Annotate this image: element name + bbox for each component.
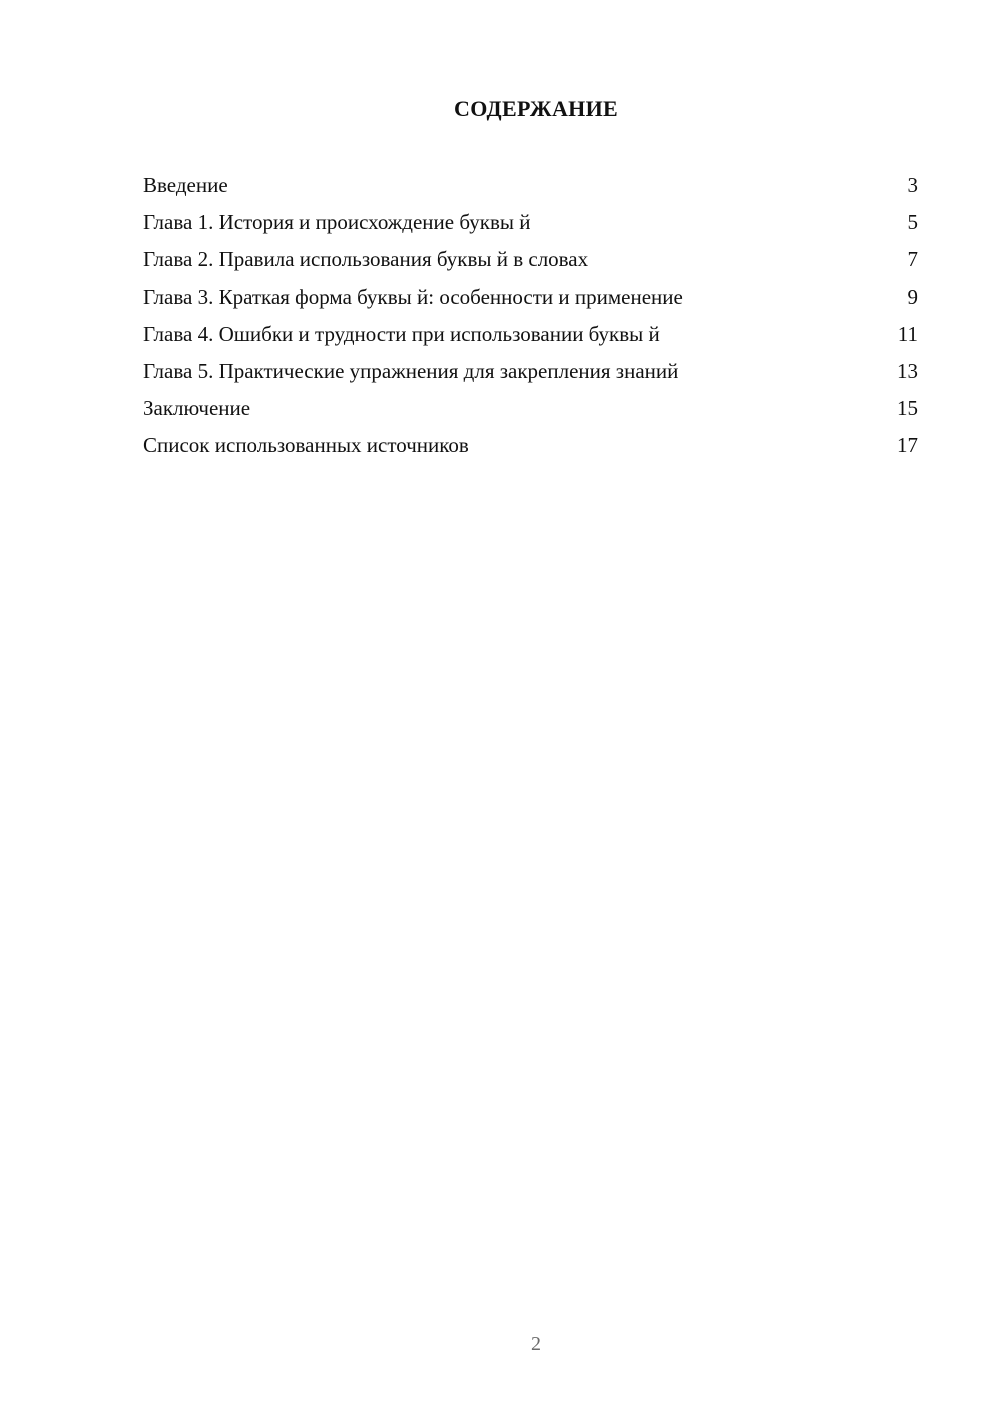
toc-item-page: 5: [907, 210, 918, 235]
page-title: СОДЕРЖАНИЕ: [454, 96, 618, 121]
toc-item-label: Введение: [143, 173, 228, 197]
toc-item-introduction: [143, 167, 918, 204]
toc-item-chapter-2: [143, 241, 918, 278]
toc-item-chapter-5: [143, 353, 918, 390]
toc-item-references: [143, 427, 918, 464]
page-number: 2: [531, 1333, 541, 1355]
toc-item-label: Глава 1. История и происхождение буквы й: [143, 210, 531, 235]
toc-item-page: 13: [897, 358, 918, 383]
toc-item-label: Глава 5. Практические упражнения для закрепления знаний: [143, 358, 679, 383]
toc-item-chapter-1: [143, 204, 918, 241]
toc-item-label: Глава 2. Правила использования буквы й в словах: [143, 247, 589, 272]
toc-item-page: 15: [897, 396, 918, 421]
toc-item-label: Заключение: [143, 396, 251, 421]
toc-item-page: 9: [907, 284, 918, 309]
toc-item-conclusion: [143, 390, 918, 427]
toc-item-label: Список использованных источников: [143, 433, 469, 458]
table-of-contents: [143, 167, 918, 465]
toc-item-page: 17: [897, 433, 918, 458]
toc-item-page: 11: [897, 321, 918, 346]
toc-item-page: 7: [907, 247, 918, 272]
toc-item-chapter-4: [143, 316, 918, 353]
toc-item-chapter-3: [143, 279, 918, 316]
toc-item-page: 3: [907, 173, 918, 197]
toc-item-label: Глава 3. Краткая форма буквы й: особенности и применение: [143, 284, 683, 309]
toc-item-label: Глава 4. Ошибки и трудности при использовании буквы й: [143, 321, 660, 346]
